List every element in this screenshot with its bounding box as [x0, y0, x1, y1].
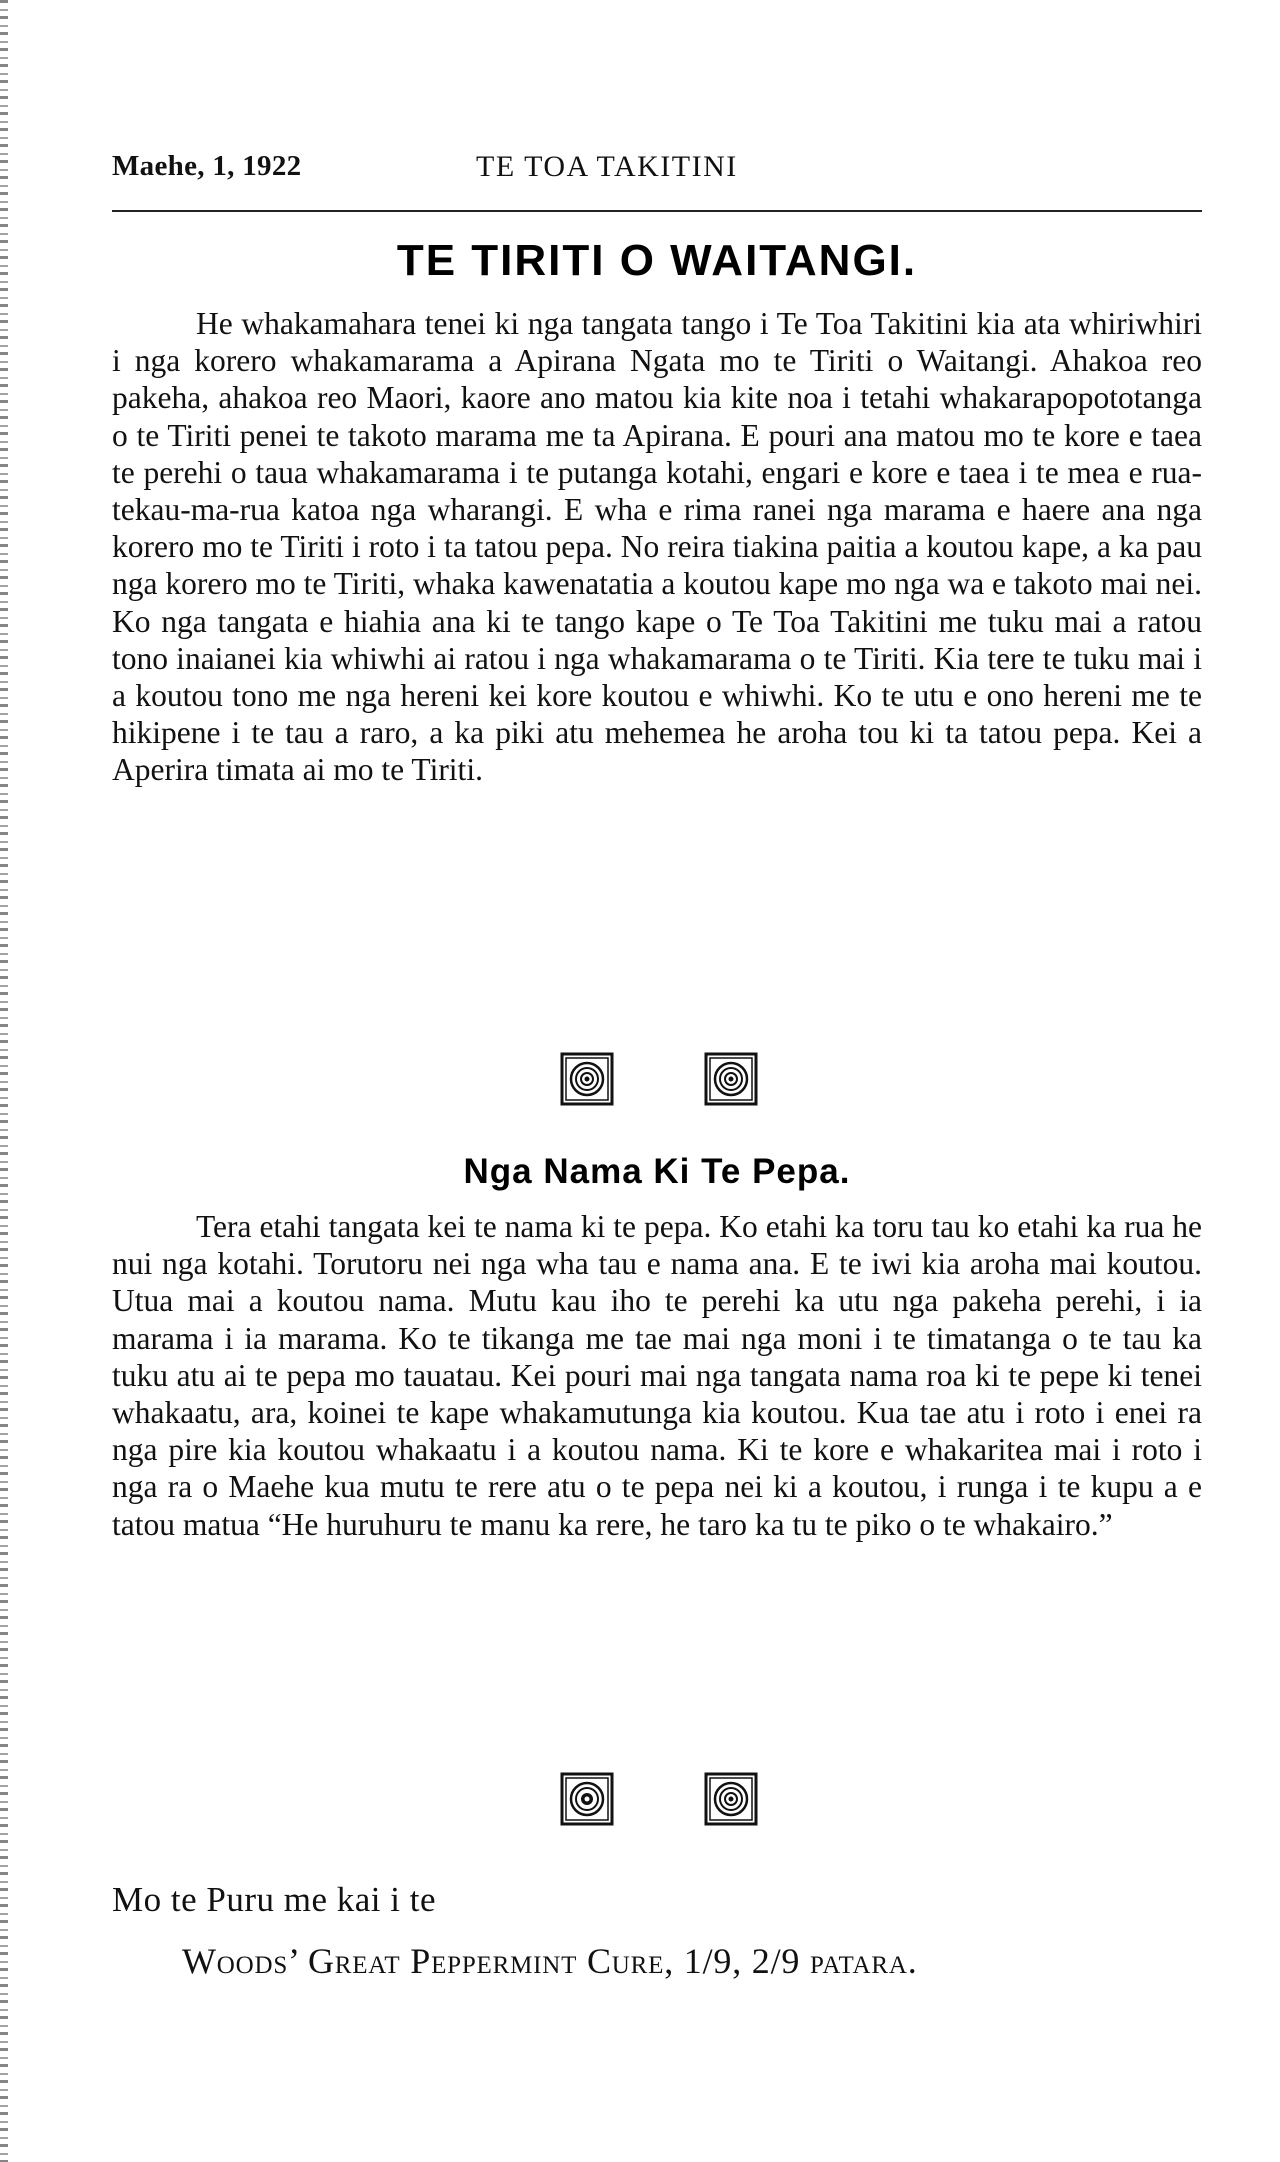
- scan-edge-border: [0, 0, 8, 2162]
- ornament-row: [112, 1772, 1202, 1832]
- ornament-row: [112, 1052, 1202, 1112]
- article-body-nama: Tera etahi tangata kei te nama ki te pepa. Ko etahi ka toru tau ko etahi ka rua he nui nga kotahi. Torutoru nei nga wha tau e nama ana. E te iwi kia aroha mai koutou. Utua mai a koutou nama. Mutu kau iho te perehi ka utu nga pakeha perehi, i ia marama i ia marama. Ko te tikanga me tae mai nga moni i te timatanga o te tau ka tuku atu ai te pepa mo tauatau. Kei pouri mai nga tangata nama roa ki te pepe ki tenei whakaatu, ara, koinei te kape whakamutunga kia koutou. Kua tae atu i roto i enei ra nga pire kia koutou whakaatu i a koutou nama. Ki te kore e whakaritea mai i roto i nga ra o Maehe kua mutu te rere atu o te pepa nei ki a koutou, i runga i te kupu a e tatou matua “He huruhuru te manu ka rere, he taro ka tu te piko o te whakairo.”: [112, 1209, 1202, 1542]
- publication-title: TE TOA TAKITINI: [476, 150, 738, 183]
- header-date: Maehe, 1, 1922: [112, 150, 302, 182]
- article-title-nama: Nga Nama Ki Te Pepa.: [463, 1152, 851, 1191]
- advertisement-line-2: Woods’ Great Peppermint Cure, 1/9, 2/9 patara.: [182, 1941, 918, 1981]
- spiral-square-ornament-icon: [560, 1052, 614, 1106]
- spiral-square-ornament-icon: [560, 1772, 614, 1826]
- spiral-square-ornament-icon: [704, 1772, 758, 1826]
- spiral-square-ornament-icon: [704, 1052, 758, 1106]
- page-header: [112, 150, 1212, 190]
- advertisement-line-1: Mo te Puru me kai i te: [112, 1880, 437, 1919]
- header-divider: [112, 210, 1202, 212]
- article-title-tiriti: TE TIRITI O WAITANGI.: [396, 236, 918, 285]
- article-body-tiriti: He whakamahara tenei ki nga tangata tango i Te Toa Takitini kia ata whiriwhiri i nga korero whakamarama a Apirana Ngata mo te Tiriti o Waitangi. Ahakoa reo pakeha, ahakoa reo Maori, kaore ano matou kia kite noa i tetahi whakarapopototanga o te Tiriti penei te takoto marama me ta Apirana. E pouri ana matou mo te kore e taea te perehi o taua whakamarama i te putanga kotahi, engari e kore e taea i te mea e rua-tekau-ma-rua katoa nga wharangi. E wha e rima ranei nga marama e haere ana nga korero mo te Tiriti i roto i ta tatou pepa. No reira tiakina paitia a koutou kape, a ka pau nga korero mo te Tiriti, whaka kawenatatia a koutou kape mo nga wa e takoto mai nei. Ko nga tangata e hiahia ana ki te tango kape o Te Toa Takitini me tuku mai a ratou tono inaianei kia whiwhi ai ratou i nga whakamarama o te Tiriti. Kia tere te tuku mai i a koutou tono me nga hereni kei kore koutou e whiwhi. Ko te utu e ono hereni me te hikipene i te tau a raro, a ka piki atu mehemea he aroha tou ki ta tatou pepa. Kei a Aperira timata ai mo te Tiriti.: [112, 306, 1202, 788]
